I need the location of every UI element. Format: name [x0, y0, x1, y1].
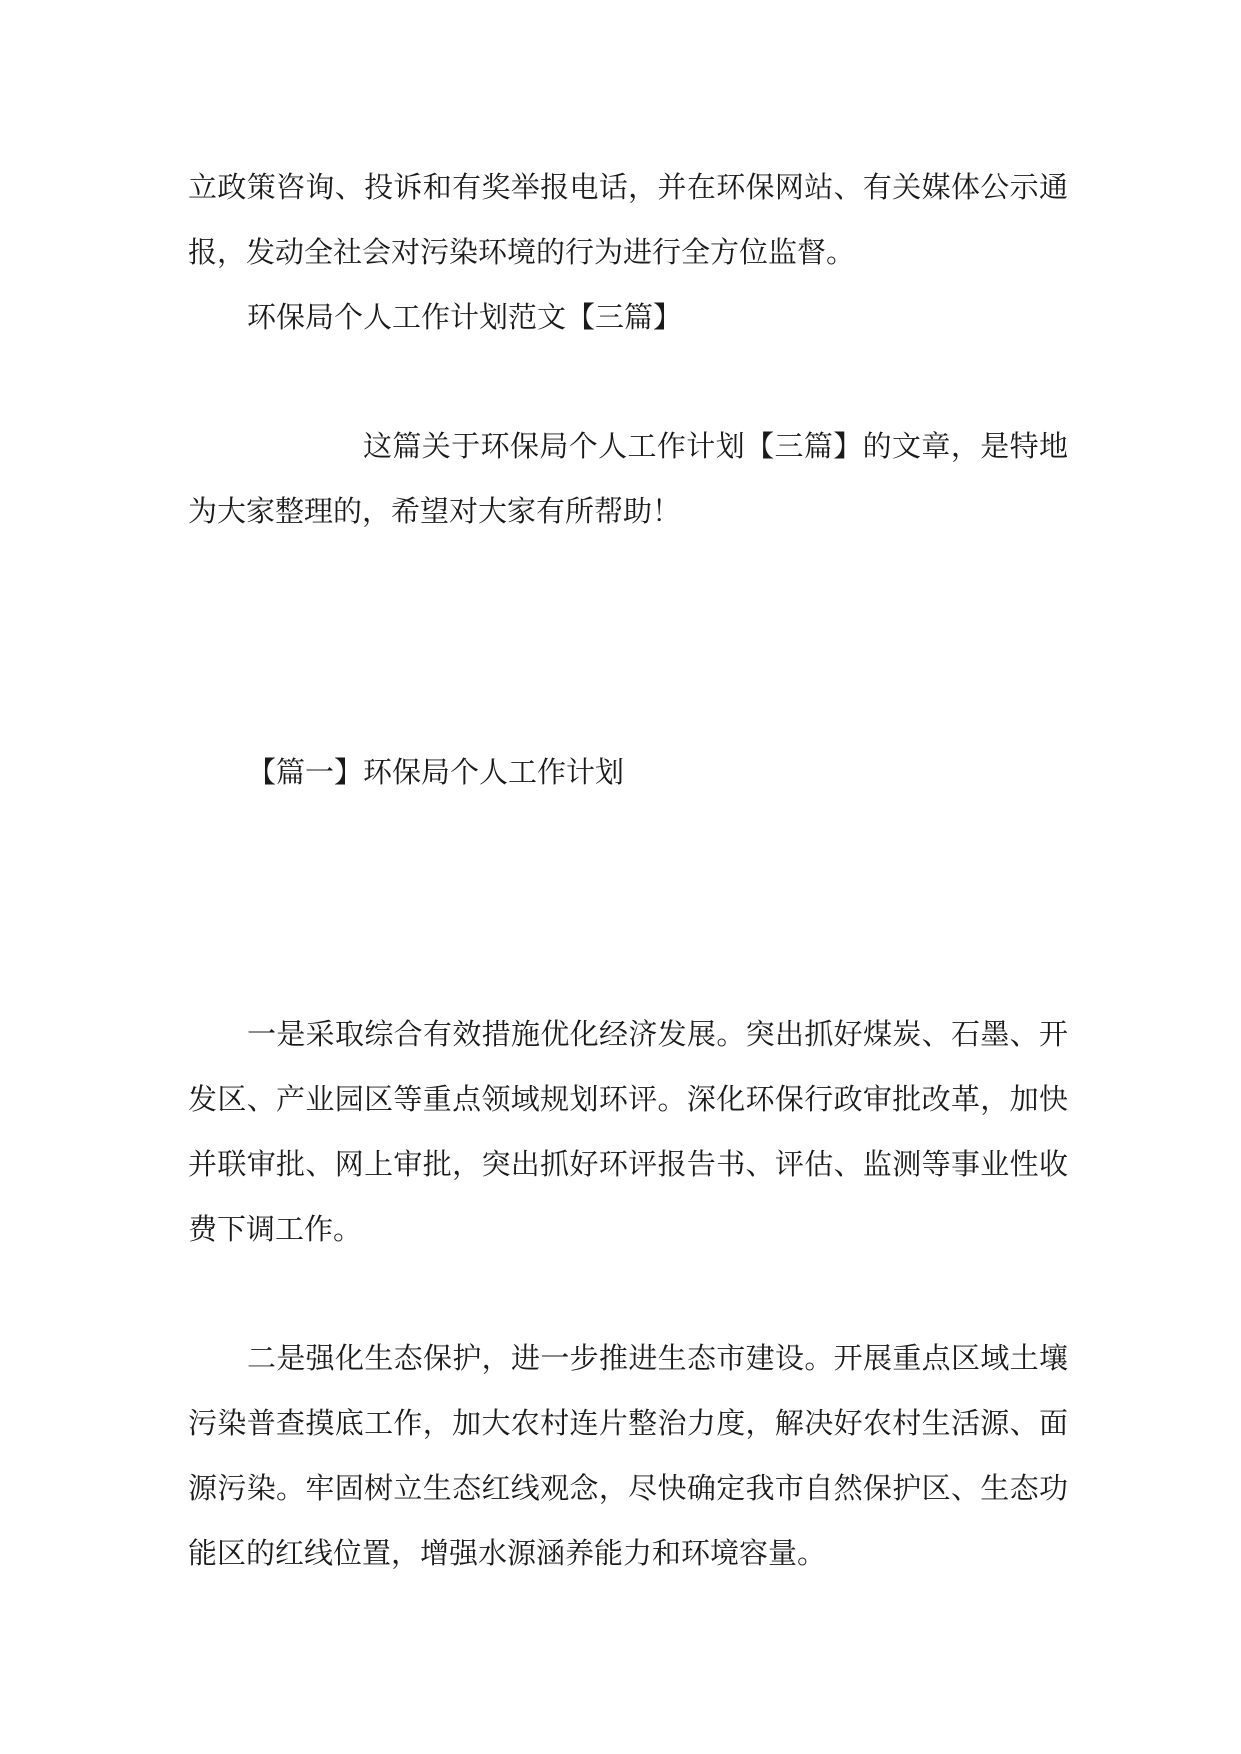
paragraph-line: 为大家整理的，希望对大家有所帮助！ [188, 494, 682, 528]
paragraph-line: 并联审批、网上审批，突出抓好环评报告书、评估、监测等事业性收 [188, 1147, 1068, 1181]
paragraph-line: 源污染。牢固树立生态红线观念，尽快确定我市自然保护区、生态功 [188, 1471, 1068, 1505]
paragraph-line: 二是强化生态保护，进一步推进生态市建设。开展重点区域土壤 [247, 1341, 1068, 1375]
paragraph-line: 费下调工作。 [188, 1212, 363, 1246]
section-title: 环保局个人工作计划范文【三篇】 [247, 300, 683, 334]
section-heading: 【篇一】环保局个人工作计划 [247, 755, 625, 789]
paragraph-line: 发区、产业园区等重点领域规划环评。深化环保行政审批改革，加快 [188, 1082, 1068, 1116]
paragraph-line: 一是采取综合有效措施优化经济发展。突出抓好煤炭、石墨、开 [247, 1017, 1068, 1051]
paragraph-line: 这篇关于环保局个人工作计划【三篇】的文章，是特地 [363, 429, 1068, 463]
paragraph-line: 污染普查摸底工作，加大农村连片整治力度，解决好农村生活源、面 [188, 1406, 1068, 1440]
paragraph-line: 立政策咨询、投诉和有奖举报电话，并在环保网站、有关媒体公示通 [188, 170, 1068, 204]
paragraph-line: 报，发动全社会对污染环境的行为进行全方位监督。 [188, 235, 856, 269]
paragraph-line: 能区的红线位置，增强水源涵养能力和环境容量。 [188, 1536, 827, 1570]
